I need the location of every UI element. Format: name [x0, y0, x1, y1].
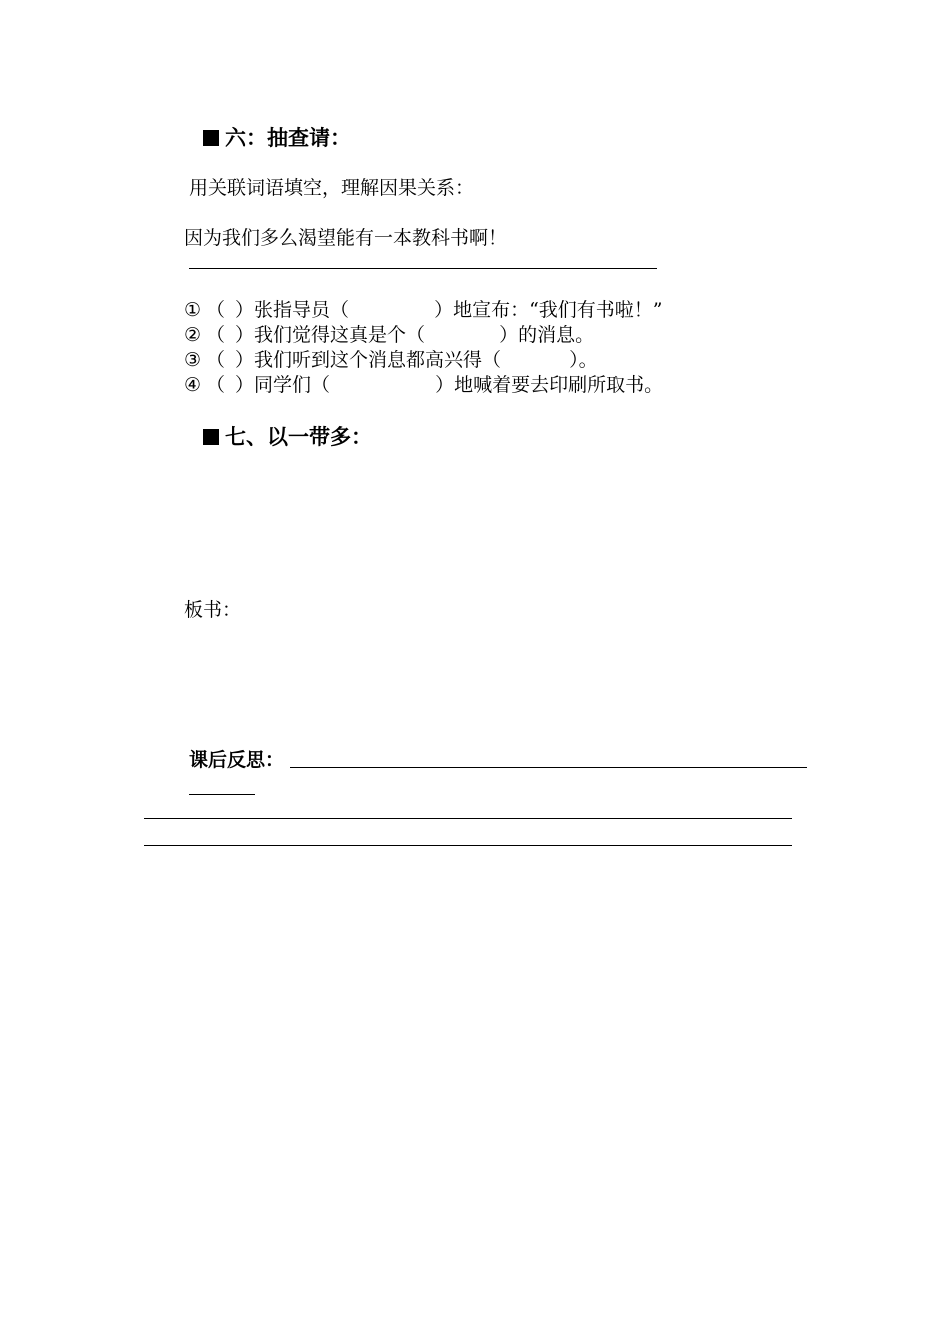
item-text: 张指导员: [254, 299, 331, 321]
answer-line: [189, 268, 657, 269]
list-item: ② （ ）我们觉得这真是个（ ）的消息。: [184, 324, 595, 346]
item-text: 我们觉得这真是个: [254, 324, 407, 346]
item-text: 地宣布：“我们有书啦！”: [453, 299, 663, 321]
item-text: 同学们: [254, 374, 312, 396]
instruction-text: 用关联词语填空，理解因果关系：: [189, 177, 475, 199]
list-item: ① （ ）张指导员（ ）地宣布：“我们有书啦！”: [184, 299, 663, 321]
square-bullet-icon: [203, 429, 219, 445]
section-7-heading: [203, 424, 372, 450]
reflection-label: 课后反思：: [189, 749, 285, 771]
reflection-line[interactable]: [290, 767, 807, 768]
section-7-title: 七、以一带多：: [225, 425, 372, 449]
reflection-line[interactable]: [144, 845, 792, 846]
square-bullet-icon: [203, 130, 219, 146]
section-6-title: 六：抽查请：: [225, 126, 351, 150]
list-item: ③ （ ）我们听到这个消息都高兴得（ ）。: [184, 349, 598, 371]
list-item: ④ （ ）同学们（ ）地喊着要去印刷所取书。: [184, 374, 664, 396]
item-number: ③: [184, 349, 202, 371]
item-text: 的消息。: [518, 324, 595, 346]
reflection-line[interactable]: [189, 794, 255, 795]
item-number: ①: [184, 299, 202, 321]
reflection-line[interactable]: [144, 818, 792, 819]
section-6-heading: [203, 125, 351, 151]
item-text: 地喊着要去印刷所取书。: [454, 374, 664, 396]
item-number: ②: [184, 324, 202, 346]
blackboard-label: 板书：: [184, 599, 242, 621]
item-text: 。: [578, 349, 598, 371]
item-number: ④: [184, 374, 202, 396]
sentence-text: 因为我们多么渴望能有一本教科书啊！: [184, 227, 508, 249]
item-text: 我们听到这个消息都高兴得: [254, 349, 483, 371]
